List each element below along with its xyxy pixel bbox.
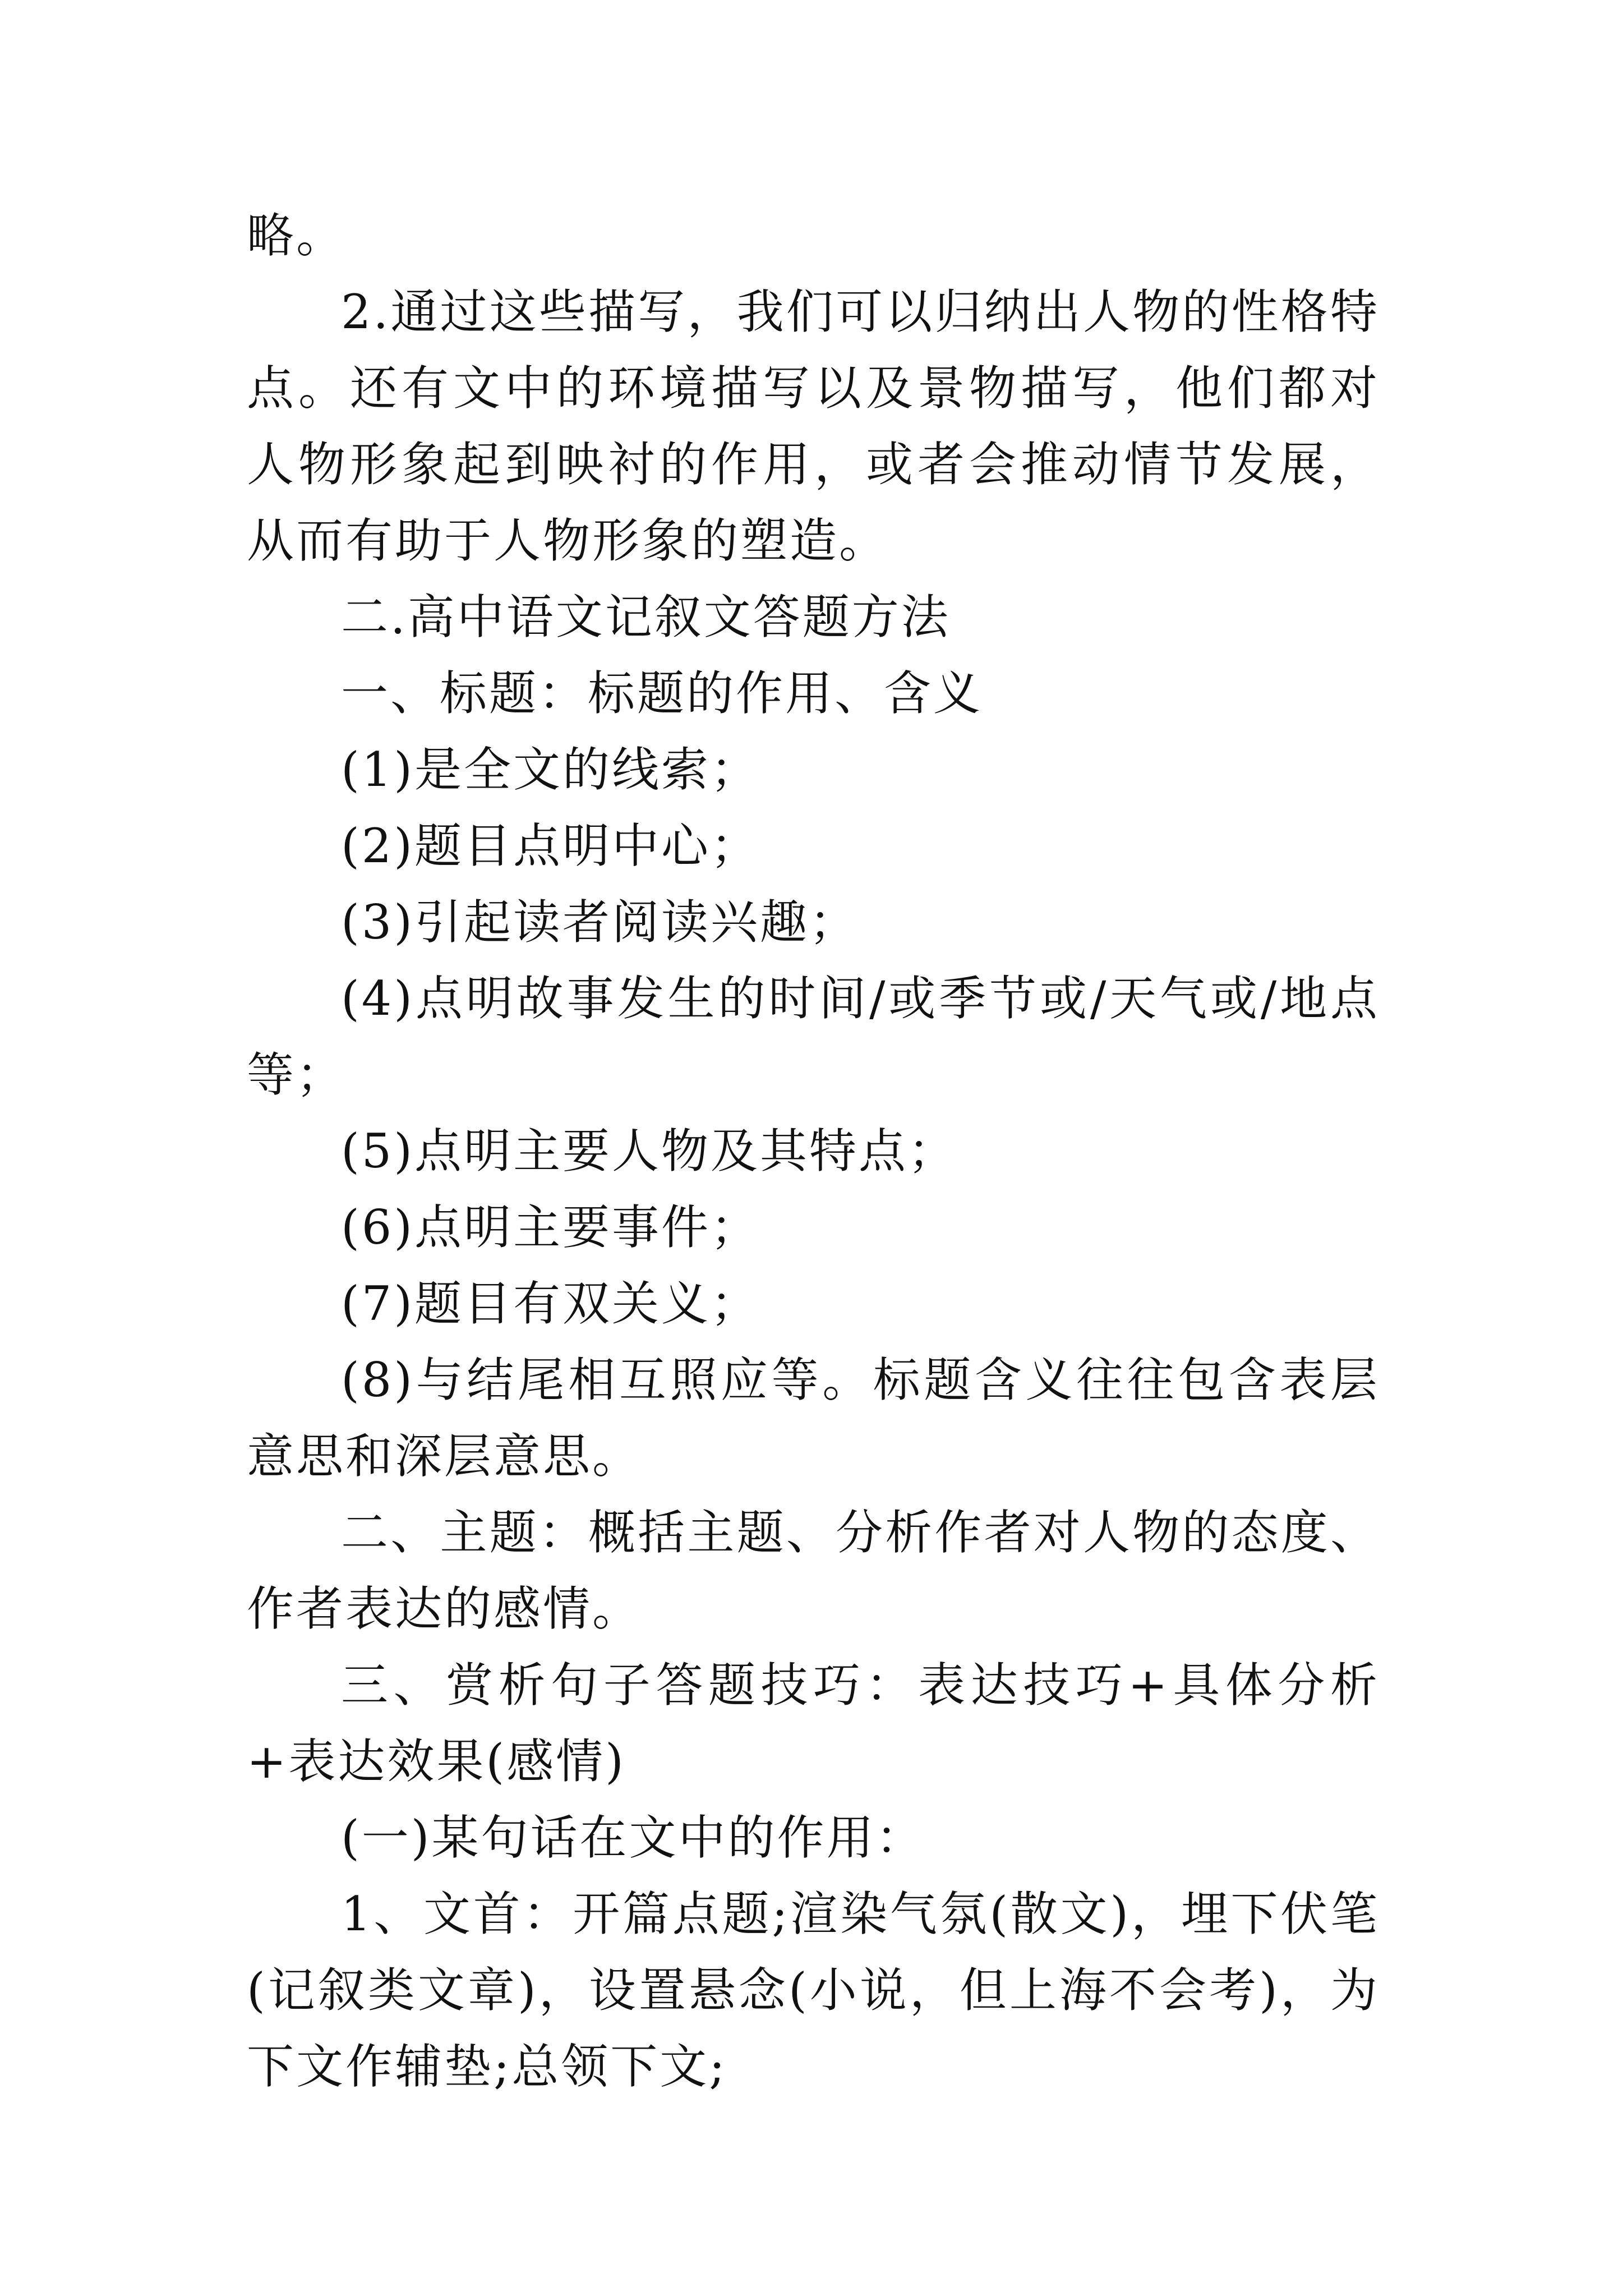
- paragraph-character-analysis: 2.通过这些描写，我们可以归纳出人物的性格特点。还有文中的环境描写以及景物描写，他们都对人物形象起到映衬的作用，或者会推动情节发展，从而有助于人物形象的塑造。: [247, 284, 1380, 568]
- subheading-theme: 二、主题：概括主题、分析作者对人物的态度、作者表达的感情。: [247, 1505, 1380, 1636]
- list-item-1: (1)是全文的线索；: [341, 742, 760, 797]
- list-item-8: (8)与结尾相互照应等。标题含义往往包含表层意思和深层意思。: [247, 1352, 1380, 1484]
- list-item-6: (6)点明主要事件；: [341, 1200, 760, 1255]
- list-item-2: (2)题目点明中心；: [341, 818, 760, 873]
- list-item-3: (3)引起读者阅读兴趣；: [341, 895, 859, 950]
- subheading-title: 一、标题：标题的作用、含义: [341, 666, 983, 721]
- subheading-sentence-appreciation: 三、赏析句子答题技巧：表达技巧+具体分析+表达效果(感情): [247, 1658, 1380, 1789]
- document-body: [247, 197, 1380, 2105]
- list-item-5: (5)点明主要人物及其特点；: [341, 1124, 957, 1179]
- paragraph-opening-function: 1、文首：开篇点题;渲染气氛(散文)，埋下伏笔(记叙类文章)，设置悬念(小说，但上海不会考)，为下文作辅垫;总领下文;: [247, 1887, 1380, 2094]
- list-item-4: (4)点明故事发生的时间/或季节或/天气或/地点等；: [247, 971, 1380, 1102]
- paragraph-continuation: 略。: [247, 208, 346, 263]
- subheading-sentence-function: (一)某句话在文中的作用：: [341, 1810, 925, 1865]
- list-item-7: (7)题目有双关义；: [341, 1276, 760, 1331]
- section-heading-answer-methods: 二.高中语文记叙文答题方法: [341, 590, 951, 645]
